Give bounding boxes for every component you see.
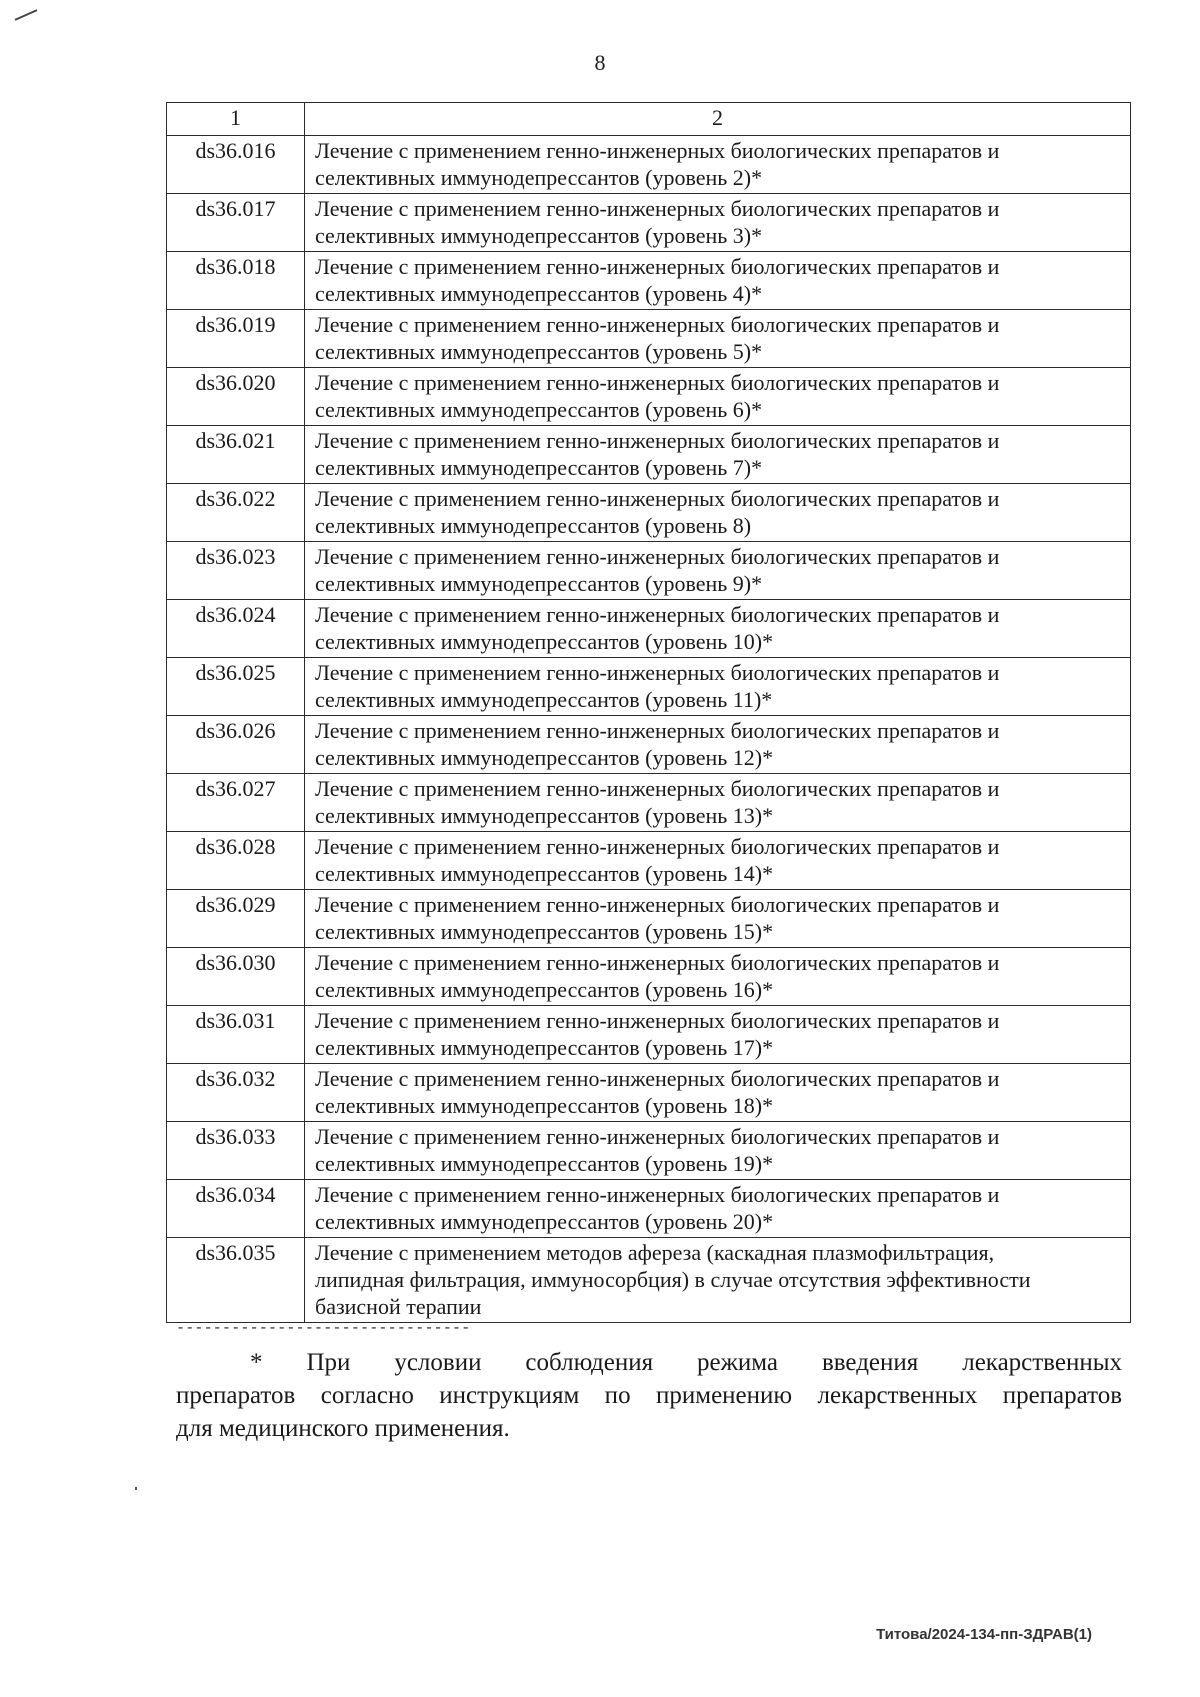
description-line: селективных иммунодепрессантов (уровень 16)*: [315, 977, 774, 1002]
footnote-line: для медицинского применения.: [176, 1415, 510, 1442]
table-row: [167, 368, 1131, 426]
row-description: [305, 1180, 1131, 1238]
description-line: селективных иммунодепрессантов (уровень 6)*: [315, 397, 763, 422]
description-line: Лечение с применением генно-инженерных биологических препаратов и: [315, 834, 1000, 859]
description-line: липидная фильтрация, иммуносорбция) в случае отсутствия эффективности: [315, 1267, 1031, 1292]
footnote: [176, 1346, 1122, 1445]
table-row: [167, 194, 1131, 252]
table-row: [167, 426, 1131, 484]
row-description: [305, 252, 1131, 310]
row-description: [305, 716, 1131, 774]
description-line: Лечение с применением генно-инженерных биологических препаратов и: [315, 138, 1000, 163]
table-row: [167, 600, 1131, 658]
description-line: селективных иммунодепрессантов (уровень 15)*: [315, 919, 774, 944]
description-line: Лечение с применением генно-инженерных биологических препаратов и: [315, 428, 1000, 453]
document-reference: Титова/2024-134-пп-ЗДРАВ(1): [876, 1626, 1092, 1643]
codes-table: [166, 102, 1131, 1323]
row-code: ds36.028: [167, 832, 305, 890]
row-code: ds36.032: [167, 1064, 305, 1122]
description-line: Лечение с применением генно-инженерных биологических препаратов и: [315, 1008, 1000, 1033]
table-row: [167, 890, 1131, 948]
table-row: [167, 774, 1131, 832]
row-code: ds36.019: [167, 310, 305, 368]
description-line: селективных иммунодепрессантов (уровень 10)*: [315, 629, 774, 654]
row-description: [305, 658, 1131, 716]
description-line: Лечение с применением генно-инженерных биологических препаратов и: [315, 254, 1000, 279]
row-code: ds36.025: [167, 658, 305, 716]
table-row: [167, 136, 1131, 194]
row-code: ds36.031: [167, 1006, 305, 1064]
description-line: селективных иммунодепрессантов (уровень 5)*: [315, 339, 763, 364]
table-row: [167, 1006, 1131, 1064]
description-line: селективных иммунодепрессантов (уровень 9)*: [315, 571, 763, 596]
description-line: Лечение с применением генно-инженерных биологических препаратов и: [315, 370, 1000, 395]
row-code: ds36.029: [167, 890, 305, 948]
row-code: ds36.026: [167, 716, 305, 774]
table-header-row: [167, 103, 1131, 136]
description-line: селективных иммунодепрессантов (уровень 4)*: [315, 281, 763, 306]
description-line: селективных иммунодепрессантов (уровень 2)*: [315, 165, 763, 190]
description-line: Лечение с применением генно-инженерных биологических препаратов и: [315, 196, 1000, 221]
footnote-separator: --------------------------------: [176, 1320, 471, 1337]
description-line: Лечение с применением генно-инженерных биологических препаратов и: [315, 1066, 1000, 1091]
table-row: [167, 1122, 1131, 1180]
description-line: селективных иммунодепрессантов (уровень 3)*: [315, 223, 763, 248]
row-code: ds36.023: [167, 542, 305, 600]
row-description: [305, 890, 1131, 948]
row-description: [305, 1006, 1131, 1064]
description-line: Лечение с применением генно-инженерных биологических препаратов и: [315, 1182, 1000, 1207]
description-line: Лечение с применением генно-инженерных биологических препаратов и: [315, 950, 1000, 975]
scan-dot: [135, 1487, 137, 1490]
row-description: [305, 774, 1131, 832]
description-line: селективных иммунодепрессантов (уровень 12)*: [315, 745, 774, 770]
table-row: [167, 658, 1131, 716]
table-row: [167, 1180, 1131, 1238]
row-description: [305, 310, 1131, 368]
row-code: ds36.022: [167, 484, 305, 542]
row-description: [305, 194, 1131, 252]
description-line: Лечение с применением генно-инженерных биологических препаратов и: [315, 776, 1000, 801]
column-header-2: 2: [305, 103, 1131, 136]
row-code: ds36.033: [167, 1122, 305, 1180]
row-description: [305, 832, 1131, 890]
table-row: [167, 542, 1131, 600]
description-line: Лечение с применением генно-инженерных биологических препаратов и: [315, 892, 1000, 917]
description-line: Лечение с применением генно-инженерных биологических препаратов и: [315, 312, 1000, 337]
row-description: [305, 1238, 1131, 1323]
table-row: [167, 948, 1131, 1006]
row-code: ds36.017: [167, 194, 305, 252]
description-line: селективных иммунодепрессантов (уровень 14)*: [315, 861, 774, 886]
description-line: селективных иммунодепрессантов (уровень 17)*: [315, 1035, 774, 1060]
row-description: [305, 426, 1131, 484]
table-row: [167, 252, 1131, 310]
row-description: [305, 1122, 1131, 1180]
description-line: Лечение с применением генно-инженерных биологических препаратов и: [315, 486, 1000, 511]
row-code: ds36.027: [167, 774, 305, 832]
page-number: 8: [594, 50, 606, 75]
row-description: [305, 542, 1131, 600]
footnote-line: * При условии соблюдения режима введения лекарственных: [250, 1349, 1122, 1376]
description-line: Лечение с применением методов афереза (каскадная плазмофильтрация,: [315, 1240, 995, 1265]
description-line: Лечение с применением генно-инженерных биологических препаратов и: [315, 602, 1000, 627]
description-line: селективных иммунодепрессантов (уровень 11)*: [315, 687, 773, 712]
row-code: ds36.024: [167, 600, 305, 658]
row-description: [305, 484, 1131, 542]
row-description: [305, 600, 1131, 658]
description-line: селективных иммунодепрессантов (уровень 7)*: [315, 455, 763, 480]
row-description: [305, 136, 1131, 194]
row-code: ds36.020: [167, 368, 305, 426]
table-row: [167, 310, 1131, 368]
row-code: ds36.018: [167, 252, 305, 310]
description-line: Лечение с применением генно-инженерных биологических препаратов и: [315, 544, 1000, 569]
description-line: базисной терапии: [315, 1294, 482, 1319]
description-line: селективных иммунодепрессантов (уровень 20)*: [315, 1209, 774, 1234]
description-line: Лечение с применением генно-инженерных биологических препаратов и: [315, 1124, 1000, 1149]
description-line: селективных иммунодепрессантов (уровень 13)*: [315, 803, 774, 828]
row-description: [305, 368, 1131, 426]
description-line: селективных иммунодепрессантов (уровень 18)*: [315, 1093, 774, 1118]
column-header-1: 1: [167, 103, 305, 136]
row-description: [305, 1064, 1131, 1122]
table-row: [167, 484, 1131, 542]
description-line: Лечение с применением генно-инженерных биологических препаратов и: [315, 718, 1000, 743]
table-row: [167, 832, 1131, 890]
row-code: ds36.016: [167, 136, 305, 194]
row-code: ds36.034: [167, 1180, 305, 1238]
description-line: селективных иммунодепрессантов (уровень 8): [315, 513, 752, 538]
table-row: [167, 1064, 1131, 1122]
row-code: ds36.030: [167, 948, 305, 1006]
row-description: [305, 948, 1131, 1006]
row-code: ds36.035: [167, 1238, 305, 1323]
scan-mark: [15, 9, 38, 21]
table-row: [167, 716, 1131, 774]
description-line: селективных иммунодепрессантов (уровень 19)*: [315, 1151, 774, 1176]
row-code: ds36.021: [167, 426, 305, 484]
footnote-line: препаратов согласно инструкциям по применению лекарственных препаратов: [176, 1382, 1122, 1409]
table-row: [167, 1238, 1131, 1323]
description-line: Лечение с применением генно-инженерных биологических препаратов и: [315, 660, 1000, 685]
